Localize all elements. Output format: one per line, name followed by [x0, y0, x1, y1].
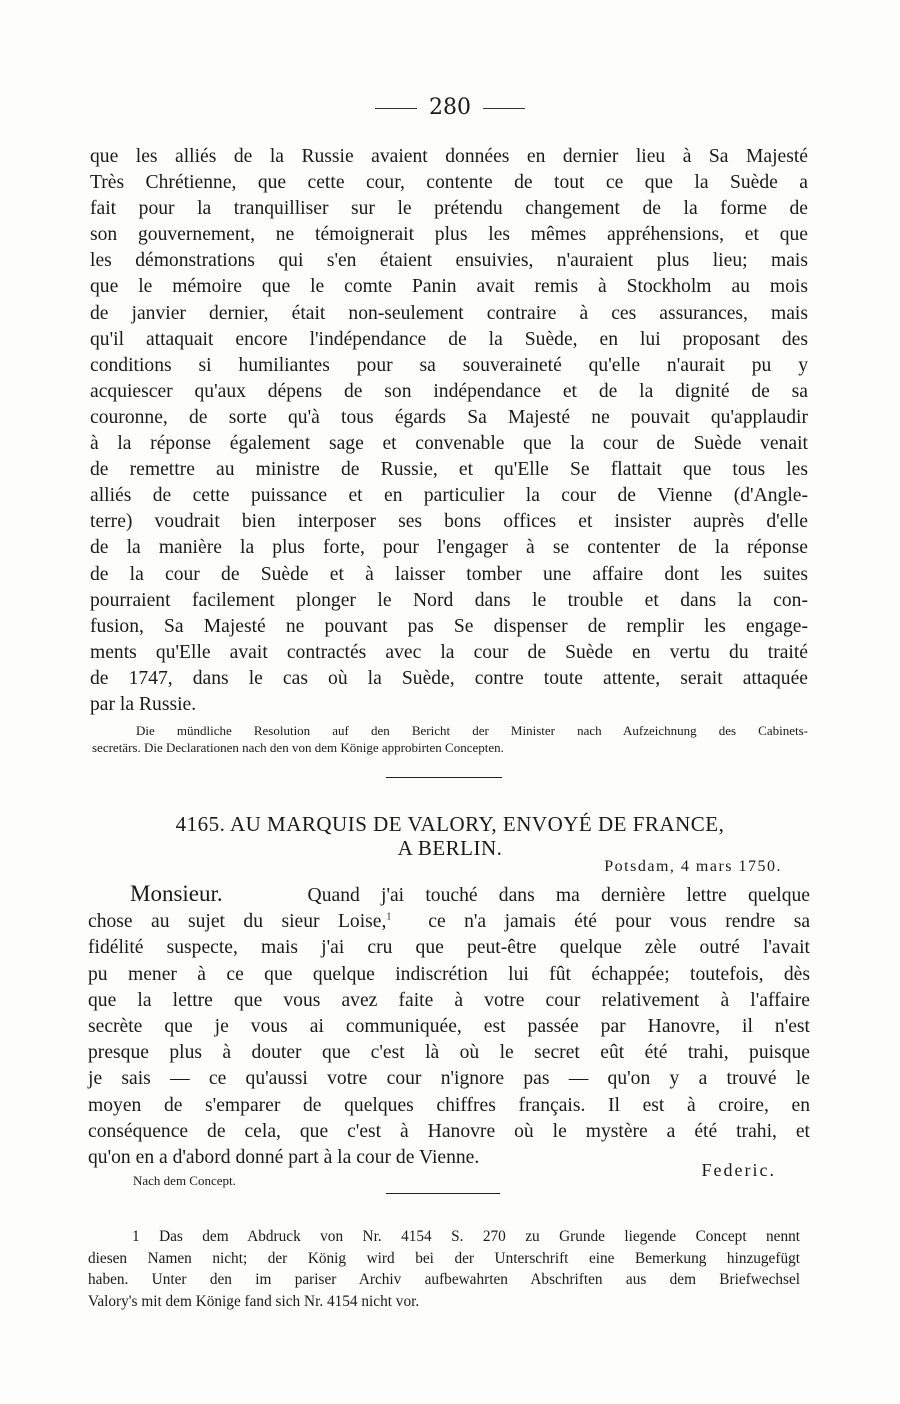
paragraph-line: conditions si humiliantes pour sa souveraineté qu'elle n'aurait pu y	[90, 354, 808, 376]
paragraph-line: les démonstrations qui s'en étaient ensuivies, n'auraient plus lieu; mais	[90, 250, 808, 272]
footnote-line: Valory's mit dem Könige fand sich Nr. 4154 nicht vor.	[88, 1292, 420, 1310]
letter-line-text: chose au sujet du sieur Loise,	[88, 911, 387, 933]
footnote-divider	[386, 1193, 500, 1194]
document-heading-line1: 4165. AU MARQUIS DE VALORY, ENVOYÉ DE FRANCE,	[175, 812, 725, 836]
paragraph-line: à la réponse également sage et convenable que la cour de Suède venait	[90, 433, 808, 455]
letter-line: fidélité suspecte, mais j'ai cru que peut-être quelque zèle outré l'avait	[88, 937, 810, 959]
source-note-line: secretärs. Die Declarationen nach den von dem Könige approbirten Concepten.	[92, 740, 504, 755]
letter-line: que la lettre que vous avez faite à votre cour relativement à l'affaire	[88, 989, 810, 1011]
paragraph-line: de la cour de Suède et à laisser tomber une affaire dont les suites	[90, 563, 808, 585]
salutation: Monsieur.	[130, 881, 223, 906]
paragraph-line: de 1747, dans le cas où la Suède, contre toute attente, serait attaquée	[90, 667, 808, 689]
paragraph-line: couronne, de sorte qu'à tous égards Sa Majesté ne pouvait qu'applaudir	[90, 406, 808, 428]
paragraph-line: Très Chrétienne, que cette cour, contente de tout ce que la Suède a	[90, 172, 808, 194]
footnote-marker: 1	[386, 911, 392, 923]
paragraph-line: son gouvernement, ne témoignerait plus les mêmes appréhensions, et que	[90, 224, 808, 246]
paragraph-line: pourraient facilement plonger le Nord dans le trouble et dans la con-	[90, 589, 808, 611]
footnote-line: haben. Unter den im pariser Archiv aufbewahrten Abschriften aus dem Briefwechsel	[88, 1271, 800, 1289]
letter-line	[88, 881, 810, 909]
document-heading-line2: A BERLIN.	[397, 836, 503, 860]
paragraph-line: alliés de cette puissance et en particulier la cour de Vienne (d'Angle-	[90, 485, 808, 507]
letter-line: presque plus à douter que c'est là où le secret eût été trahi, puisque	[88, 1042, 810, 1064]
paragraph-line: que le mémoire que le comte Panin avait remis à Stockholm au mois	[90, 276, 808, 298]
page-number-header	[0, 94, 900, 122]
letter-line: je sais — ce qu'aussi votre cour n'ignore pas — qu'on y a trouvé le	[88, 1068, 810, 1090]
paragraph-line: fait pour la tranquilliser sur le prétendu changement de la forme de	[90, 198, 808, 220]
paragraph-line: de remettre au ministre de Russie, et qu'Elle Se flattait que tous les	[90, 459, 808, 481]
footnote-line: 1 Das dem Abdruck von Nr. 4154 S. 270 zu Grunde liegende Concept nennt	[132, 1228, 800, 1245]
paragraph-line: terre) voudrait bien interposer ses bons offices et insister auprès d'elle	[90, 511, 808, 533]
letter-line-text: Quand j'ai touché dans ma dernière lettre quelque	[307, 885, 810, 906]
letter-line: qu'on en a d'abord donné part à la cour de Vienne.	[88, 1147, 480, 1169]
page-number: 280	[429, 95, 471, 120]
document-heading	[100, 812, 800, 860]
footnote-line: diesen Namen nicht; der König wird bei der Unterschrift eine Bemerkung hinzugefügt	[88, 1249, 800, 1267]
place-date: Potsdam, 4 mars 1750.	[604, 858, 782, 875]
letter-line: moyen de s'emparer de quelques chiffres français. Il est à croire, en	[88, 1094, 810, 1116]
paragraph-line: de la manière la plus forte, pour l'engager à se contenter de la réponse	[90, 537, 808, 559]
letter-line: secrète que je vous ai communiquée, est passée par Hanovre, il n'est	[88, 1016, 810, 1038]
source-note-line: Die mündliche Resolution auf den Bericht der Minister nach Aufzeichnung des Cabinets-	[136, 723, 808, 738]
paragraph-line: fusion, Sa Majesté ne pouvant pas Se dispenser de remplir les engage-	[90, 615, 808, 637]
letter-line-text: ce n'a jamais été pour vous rendre sa	[428, 911, 811, 933]
continued-paragraph	[90, 144, 808, 718]
paragraph-line: ments qu'Elle avait contractés avec la cour de Suède en vertu du traité	[90, 641, 808, 663]
letter-line: pu mener à ce que quelque indiscrétion lui fût échappée; toutefois, dès	[88, 963, 810, 985]
section-divider	[386, 777, 502, 778]
header-dash-left	[375, 108, 417, 109]
letter-line: conséquence de cela, que c'est à Hanovre où le mystère a été trahi, et	[88, 1120, 810, 1142]
letter-body	[88, 881, 810, 1171]
source-note	[92, 722, 808, 756]
paragraph-line: que les alliés de la Russie avaient données en dernier lieu à Sa Majesté	[90, 146, 808, 167]
paragraph-line: de janvier dernier, était non-seulement contraire à ces assurances, mais	[90, 302, 808, 324]
paragraph-line: qu'il attaquait encore l'indépendance de la Suède, en lui proposant des	[90, 328, 808, 350]
letter-line	[88, 909, 810, 935]
paragraph-line: par la Russie.	[90, 693, 197, 715]
footnote	[88, 1226, 800, 1312]
paragraph-line: acquiescer qu'aux dépens de son indépendance et de la dignité de sa	[90, 380, 808, 402]
signature: Federic.	[701, 1160, 776, 1180]
concept-note: Nach dem Concept.	[133, 1173, 236, 1188]
header-dash-right	[483, 108, 525, 109]
